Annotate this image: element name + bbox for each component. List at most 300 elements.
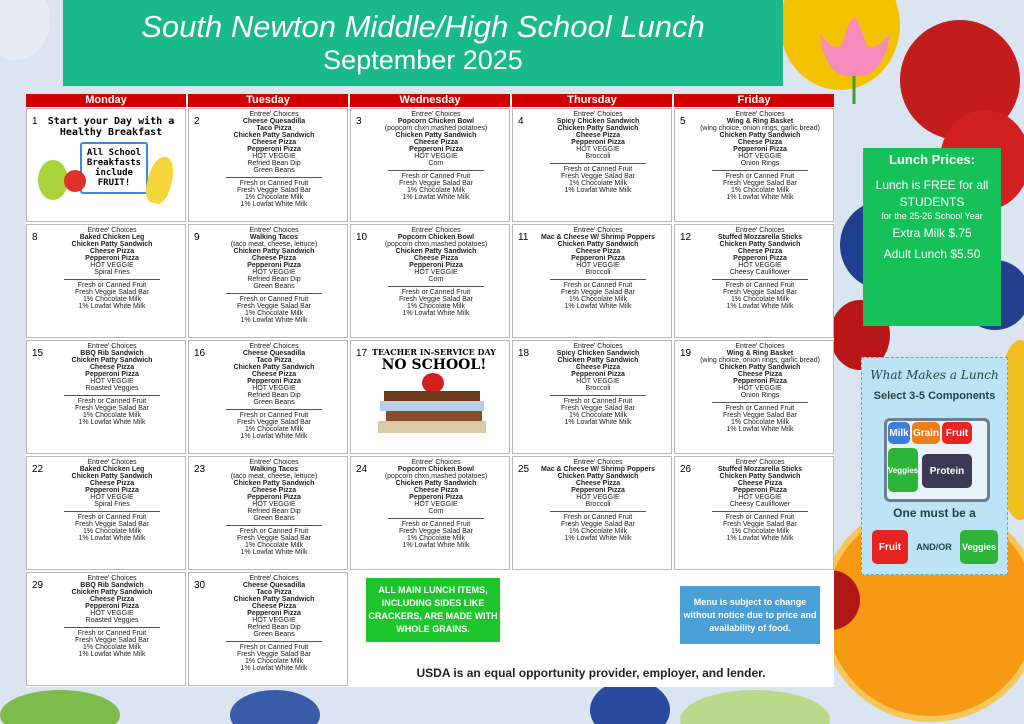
menu-item: Broccoli [585,385,611,392]
menu-item: 1% Lowfat White Milk [726,535,794,542]
menu-item: (taco meat, cheese, lettuce) [230,241,318,248]
menu-item: Entree' Choices [735,111,785,118]
menu-item: Refried Bean Dip [247,508,301,515]
day-number: 3 [356,116,362,127]
extra-milk-price: Extra Milk $.75 [892,226,972,240]
wml-subtitle: Select 3-5 Components [873,390,996,402]
menu-item: Popcorn Chicken Bowl [397,466,475,473]
calendar-day-cell [674,340,834,454]
day-menu [41,575,183,658]
inservice-day [364,345,504,445]
menu-item: Pepperoni Pizza [733,146,787,153]
menu-item: Fresh or Canned Fruit [563,398,633,405]
day-menu [365,111,507,201]
day-header-wednesday: Wednesday [350,94,510,107]
menu-item: Taco Pizza [256,125,292,132]
menu-item: Roasted Veggies [85,385,139,392]
menu-item: Chicken Patty Sandwich [719,241,801,248]
day-menu [689,459,831,542]
menu-item: (taco meat, cheese, lettuce) [230,473,318,480]
calendar-day-cell [26,456,186,570]
day-menu [203,111,345,208]
menu-divider [550,395,646,396]
menu-item: Fresh Veggie Salad Bar [399,296,473,303]
day-number: 18 [518,348,530,359]
kiwi-decoration [0,690,120,724]
menu-item: Cheese Pizza [89,364,135,371]
day-menu [203,575,345,672]
menu-item: HOT VEGGIE [252,617,296,624]
menu-item: HOT VEGGIE [414,153,458,160]
calendar-day-cell [512,340,672,454]
day-header-monday: Monday [26,94,186,107]
menu-item: 1% Lowfat White Milk [240,665,308,672]
menu-item: Fresh or Canned Fruit [77,398,147,405]
menu-item: Cheese Pizza [413,487,459,494]
day-menu [689,111,831,201]
menu-item: HOT VEGGIE [738,153,782,160]
menu-item: Baked Chicken Leg [79,234,145,241]
day-number: 17 [356,348,368,359]
day-number: 2 [194,116,200,127]
apple-decoration [680,690,830,724]
menu-item: Cheese Pizza [575,364,621,371]
blueberry-decoration [230,690,320,724]
menu-item: Cheese Pizza [737,139,783,146]
menu-item: Entree' Choices [735,459,785,466]
day-menu [365,227,507,317]
menu-item: HOT VEGGIE [90,378,134,385]
menu-item: Onion Rings [740,160,780,167]
day-menu [527,459,669,542]
menu-item: Chicken Patty Sandwich [233,132,315,139]
breakfast-promo [36,116,186,216]
menu-divider [64,627,160,628]
calendar-day-cell [350,108,510,222]
menu-item: Stuffed Mozzarella Sticks [717,234,803,241]
menu-item: 1% Chocolate Milk [731,528,789,535]
menu-item: Chicken Patty Sandwich [233,480,315,487]
menu-item: Fresh or Canned Fruit [563,166,633,173]
day-menu [41,343,183,426]
menu-item: 1% Lowfat White Milk [78,303,146,310]
day-menu [527,111,669,194]
grain-component: Grain [912,422,940,444]
menu-item: HOT VEGGIE [738,494,782,501]
day-number: 22 [32,464,44,475]
prices-heading: Lunch Prices: [889,152,975,167]
menu-item: Pepperoni Pizza [409,262,463,269]
menu-item: Pepperoni Pizza [85,371,139,378]
menu-item: Entree' Choices [249,343,299,350]
day-number: 26 [680,464,692,475]
menu-item: Entree' Choices [411,111,461,118]
whole-grains-note: ALL MAIN LUNCH ITEMS, INCLUDING SIDES LIKE CRACKERS, ARE MADE WITH WHOLE GRAINS. [366,578,500,642]
menu-item: Broccoli [585,269,611,276]
menu-item: Pepperoni Pizza [409,146,463,153]
menu-item: Chicken Patty Sandwich [719,473,801,480]
menu-item: Cheese Pizza [251,487,297,494]
book-icon [378,421,486,433]
menu-item: Cheese Pizza [413,255,459,262]
menu-item: 1% Chocolate Milk [731,187,789,194]
menu-item: Chicken Patty Sandwich [395,132,477,139]
menu-item: Fresh Veggie Salad Bar [237,419,311,426]
apple-icon [422,373,444,393]
menu-item: Spicy Chicken Sandwich [556,350,640,357]
menu-item: Stuffed Mozzarella Sticks [717,466,803,473]
day-header-thursday: Thursday [512,94,672,107]
day-menu [365,459,507,549]
menu-item: Baked Chicken Leg [79,466,145,473]
book-icon [380,401,484,411]
menu-divider [226,641,322,642]
menu-item: Fresh Veggie Salad Bar [561,521,635,528]
menu-divider [550,163,646,164]
menu-item: Chicken Patty Sandwich [719,132,801,139]
day-number: 25 [518,464,530,475]
menu-item: Fresh Veggie Salad Bar [723,412,797,419]
menu-item: Chicken Patty Sandwich [233,248,315,255]
menu-item: HOT VEGGIE [738,385,782,392]
menu-item: Pepperoni Pizza [247,494,301,501]
menu-item: 1% Chocolate Milk [83,296,141,303]
menu-divider [64,279,160,280]
menu-item: Cheese Pizza [737,248,783,255]
menu-item: 1% Chocolate Milk [245,426,303,433]
menu-item: Entree' Choices [573,111,623,118]
menu-item: Broccoli [585,153,611,160]
menu-item: Cheese Pizza [575,132,621,139]
menu-item: Corn [428,508,444,515]
menu-item: Cheese Pizza [575,248,621,255]
menu-divider [388,518,484,519]
calendar-day-cell [512,224,672,338]
menu-item: Onion Rings [740,392,780,399]
calendar-day-cell [674,224,834,338]
menu-item: Pepperoni Pizza [85,255,139,262]
menu-item: Roasted Veggies [85,617,139,624]
menu-item: Fresh or Canned Fruit [239,296,309,303]
menu-item: Fresh or Canned Fruit [401,289,471,296]
menu-item: Refried Bean Dip [247,160,301,167]
calendar-day-cell [188,456,348,570]
menu-divider [226,409,322,410]
menu-item: Fresh Veggie Salad Bar [75,521,149,528]
calendar-day-cell [188,108,348,222]
menu-item: HOT VEGGIE [252,501,296,508]
calendar-day-cell [188,224,348,338]
menu-item: Taco Pizza [256,589,292,596]
menu-divider [712,511,808,512]
day-number: 10 [356,232,368,243]
menu-item: Refried Bean Dip [247,392,301,399]
menu-item: HOT VEGGIE [252,153,296,160]
menu-item: Taco Pizza [256,357,292,364]
menu-item: Chicken Patty Sandwich [233,364,315,371]
day-menu [689,343,831,433]
day-number: 30 [194,580,206,591]
menu-item: Fresh or Canned Fruit [239,644,309,651]
menu-item: Mac & Cheese W/ Shrimp Poppers [541,466,655,473]
menu-item: Cheese Quesadilla [242,582,306,589]
menu-item: Chicken Patty Sandwich [719,364,801,371]
menu-item: Fresh Veggie Salad Bar [561,289,635,296]
menu-item: Fresh Veggie Salad Bar [237,303,311,310]
day-number: 5 [680,116,686,127]
day-number: 29 [32,580,44,591]
menu-item: Pepperoni Pizza [247,262,301,269]
menu-item: Fresh Veggie Salad Bar [723,289,797,296]
menu-item: Fresh Veggie Salad Bar [723,180,797,187]
menu-item: Fresh or Canned Fruit [563,282,633,289]
calendar-day-cell [512,108,672,222]
menu-item: Fresh Veggie Salad Bar [237,651,311,658]
day-header-tuesday: Tuesday [188,94,348,107]
menu-item: HOT VEGGIE [90,262,134,269]
menu-item: Fresh Veggie Salad Bar [399,180,473,187]
menu-item: Chicken Patty Sandwich [71,357,153,364]
page-title: South Newton Middle/High School Lunch [141,9,705,44]
menu-item: Cheesy Cauliflower [729,501,791,508]
free-lunch-line: Lunch is FREE for all STUDENTS [875,178,989,209]
menu-item: 1% Chocolate Milk [569,296,627,303]
menu-item: (popcorn chxn,mashed potatoes) [384,241,488,248]
menu-item: Pepperoni Pizza [571,255,625,262]
menu-item: Entree' Choices [249,459,299,466]
menu-item: Pepperoni Pizza [571,371,625,378]
menu-divider [226,177,322,178]
menu-item: HOT VEGGIE [576,378,620,385]
menu-divider [64,395,160,396]
menu-divider [712,402,808,403]
menu-item: Fresh Veggie Salad Bar [237,187,311,194]
menu-divider [550,279,646,280]
menu-divider [226,525,322,526]
menu-item: Chicken Patty Sandwich [233,596,315,603]
menu-item: Entree' Choices [249,111,299,118]
menu-item: 1% Chocolate Milk [245,542,303,549]
calendar-day-cell [26,224,186,338]
menu-item: 1% Chocolate Milk [407,187,465,194]
menu-item: Entree' Choices [87,343,137,350]
menu-item: Cheese Pizza [251,371,297,378]
menu-item: Fresh or Canned Fruit [239,528,309,535]
menu-item: Green Beans [253,515,295,522]
menu-item: Fresh or Canned Fruit [401,173,471,180]
menu-item: 1% Lowfat White Milk [240,317,308,324]
menu-item: Corn [428,276,444,283]
menu-item: 1% Lowfat White Milk [240,549,308,556]
one-must-label: One must be a [893,506,976,520]
menu-item: 1% Chocolate Milk [245,310,303,317]
menu-item: BBQ Rib Sandwich [80,350,144,357]
menu-item: Chicken Patty Sandwich [71,473,153,480]
menu-item: (popcorn chxn,mashed potatoes) [384,125,488,132]
calendar-day-cell [26,340,186,454]
menu-item: 1% Chocolate Milk [245,658,303,665]
menu-item: Fresh Veggie Salad Bar [399,528,473,535]
day-menu [203,459,345,556]
breakfast-promo-line1: Start your Day with a [47,116,175,127]
menu-item: 1% Chocolate Milk [245,194,303,201]
menu-item: Fresh or Canned Fruit [77,630,147,637]
calendar-day-cell [26,572,186,686]
menu-item: Chicken Patty Sandwich [557,125,639,132]
menu-item: Green Beans [253,283,295,290]
menu-item: Pepperoni Pizza [571,139,625,146]
menu-item: Entree' Choices [573,459,623,466]
menu-item: Refried Bean Dip [247,276,301,283]
page-subtitle: September 2025 [323,45,523,75]
menu-item: Cheese Pizza [737,480,783,487]
menu-divider [550,511,646,512]
menu-item: Chicken Patty Sandwich [395,480,477,487]
menu-item: 1% Lowfat White Milk [564,535,632,542]
menu-item: Spiral Fries [94,501,130,508]
menu-item: 1% Chocolate Milk [83,528,141,535]
menu-item: 1% Lowfat White Milk [240,201,308,208]
book-icon [386,411,482,421]
menu-item: Fresh or Canned Fruit [725,173,795,180]
lunch-prices-panel [863,148,1001,326]
menu-item: Chicken Patty Sandwich [557,473,639,480]
calendar-day-cell [188,572,348,686]
milk-component: Milk [888,422,910,444]
menu-item: Green Beans [253,631,295,638]
menu-item: Cheese Pizza [251,139,297,146]
breakfast-sign: All School Breakfasts include FRUIT! [80,142,148,194]
menu-change-note: Menu is subject to change without notice due to price and availability of food. [680,586,820,644]
menu-item: Corn [428,160,444,167]
protein-component: Protein [922,454,972,488]
menu-item: Entree' Choices [573,227,623,234]
menu-item: Pepperoni Pizza [733,255,787,262]
menu-item: Fresh or Canned Fruit [77,282,147,289]
menu-divider [388,170,484,171]
calendar-day-cell [674,108,834,222]
menu-item: Popcorn Chicken Bowl [397,234,475,241]
menu-item: Pepperoni Pizza [733,378,787,385]
menu-item: HOT VEGGIE [576,146,620,153]
menu-item: Cheese Pizza [575,480,621,487]
menu-item: Entree' Choices [735,343,785,350]
calendar-day-cell [512,456,672,570]
menu-item: Pepperoni Pizza [571,487,625,494]
day-number: 9 [194,232,200,243]
menu-item: 1% Lowfat White Milk [726,194,794,201]
day-header-friday: Friday [674,94,834,107]
day-menu [527,227,669,310]
day-number: 4 [518,116,524,127]
menu-item: 1% Chocolate Milk [731,296,789,303]
menu-item: Pepperoni Pizza [733,487,787,494]
menu-item: (popcorn chxn,mashed potatoes) [384,473,488,480]
menu-item: Fresh or Canned Fruit [239,412,309,419]
veggies-component: Veggies [888,448,918,492]
menu-item: Entree' Choices [87,459,137,466]
day-number: 15 [32,348,44,359]
menu-item: Fresh Veggie Salad Bar [561,173,635,180]
menu-item: Cheese Quesadilla [242,350,306,357]
menu-item: BBQ Rib Sandwich [80,582,144,589]
calendar-day-cell [350,456,510,570]
menu-item: Chicken Patty Sandwich [557,241,639,248]
school-year-line: for the 25-26 School Year [881,211,983,221]
menu-item: HOT VEGGIE [252,269,296,276]
menu-item: 1% Lowfat White Milk [726,303,794,310]
what-makes-a-lunch-panel [861,357,1008,575]
menu-item: 1% Chocolate Milk [569,412,627,419]
menu-item: Entree' Choices [87,575,137,582]
calendar-day-cell [674,456,834,570]
menu-item: Cheese Pizza [89,248,135,255]
menu-item: Refried Bean Dip [247,624,301,631]
menu-item: Cheesy Cauliflower [729,269,791,276]
menu-item: Cheese Pizza [251,255,297,262]
and-or-label: AND/OR [916,542,952,552]
menu-item: 1% Lowfat White Milk [78,651,146,658]
menu-divider [226,293,322,294]
menu-item: Cheese Pizza [251,603,297,610]
menu-item: 1% Lowfat White Milk [78,535,146,542]
menu-item: Fresh Veggie Salad Bar [561,405,635,412]
day-number: 12 [680,232,692,243]
menu-item: 1% Lowfat White Milk [564,419,632,426]
menu-item: Walking Tacos [249,234,299,241]
apple-icon [64,170,86,192]
menu-item: 1% Chocolate Milk [407,535,465,542]
lunch-calendar [26,94,834,687]
menu-item: 1% Chocolate Milk [569,180,627,187]
menu-item: 1% Chocolate Milk [83,412,141,419]
menu-item: 1% Lowfat White Milk [726,426,794,433]
menu-item: 1% Lowfat White Milk [402,310,470,317]
menu-item: Fresh Veggie Salad Bar [237,535,311,542]
menu-item: Chicken Patty Sandwich [71,241,153,248]
menu-divider [388,286,484,287]
menu-item: Cheese Pizza [413,139,459,146]
day-number: 23 [194,464,206,475]
menu-item: HOT VEGGIE [90,494,134,501]
menu-item: 1% Lowfat White Milk [240,433,308,440]
menu-item: (wing choice, onion rings, garlic bread) [700,125,820,132]
menu-item: 1% Lowfat White Milk [402,542,470,549]
menu-item: 1% Lowfat White Milk [78,419,146,426]
adult-lunch-price: Adult Lunch $5.50 [883,247,981,261]
menu-item: 1% Lowfat White Milk [564,187,632,194]
fruit-component: Fruit [942,422,972,444]
menu-item: Cheese Pizza [737,371,783,378]
menu-item: Wing & Ring Basket [726,350,794,357]
menu-item: Entree' Choices [411,459,461,466]
menu-item: Entree' Choices [573,343,623,350]
decoration [0,0,50,60]
menu-item: 1% Lowfat White Milk [564,303,632,310]
menu-item: Fresh or Canned Fruit [401,521,471,528]
menu-item: HOT VEGGIE [738,262,782,269]
menu-item: Mac & Cheese W/ Shrimp Poppers [541,234,655,241]
day-menu [689,227,831,310]
menu-item: Fresh or Canned Fruit [239,180,309,187]
veggies-required: Veggies [960,530,998,564]
menu-item: Pepperoni Pizza [247,146,301,153]
menu-item: 1% Lowfat White Milk [402,194,470,201]
menu-item: Entree' Choices [87,227,137,234]
menu-item: Cheese Pizza [89,596,135,603]
calendar-day-cell [188,340,348,454]
day-menu [41,459,183,542]
